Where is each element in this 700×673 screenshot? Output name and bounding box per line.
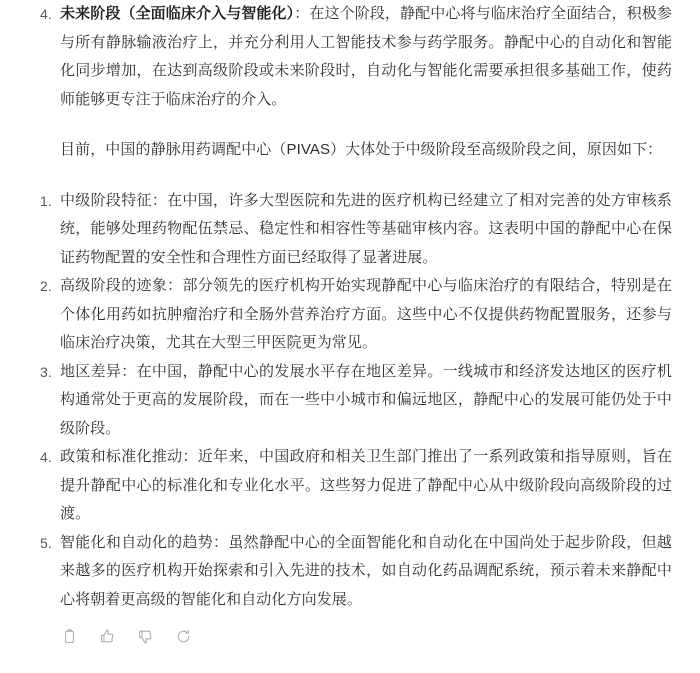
regenerate-icon bbox=[175, 628, 192, 645]
list-item-text bbox=[60, 0, 672, 114]
list-item-text: 地区差异：在中国，静配中心的发展水平存在地区差异。一线城市和经济发达地区的医疗机构通常处于更高的发展阶段，而在一些中小城市和偏远地区，静配中心的发展可能仍处于中级阶段。 bbox=[60, 362, 672, 437]
thumbs-down-button[interactable] bbox=[134, 625, 156, 647]
list-marker: 2. bbox=[40, 278, 52, 294]
reason-list bbox=[0, 187, 672, 615]
list-item bbox=[0, 358, 672, 444]
list-marker: 5. bbox=[40, 534, 52, 551]
list-item bbox=[0, 529, 672, 615]
thumbs-up-button[interactable] bbox=[96, 625, 118, 647]
list-item bbox=[0, 272, 672, 358]
thumbs-down-icon bbox=[137, 628, 154, 645]
summary-paragraph: 目前，中国的静脉用药调配中心（PIVAS）大体处于中级阶段至高级阶段之间，原因如下： bbox=[60, 141, 663, 158]
regenerate-button[interactable] bbox=[172, 625, 194, 647]
list-item-text: 中级阶段特征：在中国，许多大型医院和先进的医疗机构已经建立了相对完善的处方审核系统，能够处理药物配伍禁忌、稳定性和相容性等基础审核内容。这表明中国的静配中心在保证药物配置的安全性和合理性方面已经取得了显著进展。 bbox=[60, 191, 672, 266]
list-item-heading: 未来阶段（全面临床介入与智能化） bbox=[60, 5, 295, 22]
list-item bbox=[0, 0, 672, 114]
list-marker: 4. bbox=[40, 449, 52, 465]
thumbs-up-icon bbox=[99, 628, 116, 645]
copy-button[interactable] bbox=[58, 625, 80, 647]
list-marker: 4. bbox=[40, 6, 52, 22]
spacer bbox=[0, 165, 672, 187]
spacer bbox=[0, 114, 672, 136]
list-item bbox=[0, 187, 672, 273]
list-item bbox=[0, 443, 672, 529]
list-item-body: ：在这个阶段，静配中心将与临床治疗全面结合，积极参与所有静脉输液治疗上，并充分利用人工智能技术参与药学服务。静配中心的自动化和智能化同步增加，在达到高级阶段或未来阶段时，自动化与智能化需要承担很多基础工作，使药师能够更专注于临床治疗的介入。 bbox=[60, 5, 672, 108]
list-item-text: 高级阶段的迹象：部分领先的医疗机构开始实现静配中心与临床治疗的有限结合，特别是在个体化用药如抗肿瘤治疗和全肠外营养治疗方面。这些中心不仅提供药物配置服务，还参与临床治疗决策，尤其在大型三甲医院更为常见。 bbox=[60, 277, 672, 351]
stage-list bbox=[0, 0, 672, 114]
copy-icon bbox=[61, 628, 78, 645]
list-marker: 1. bbox=[40, 192, 52, 209]
list-item-text: 智能化和自动化的趋势：虽然静配中心的全面智能化和自动化在中国尚处于起步阶段，但越来越多的医疗机构开始探索和引入先进的技术，如自动化药品调配系统，预示着未来静配中心将朝着更高级的智能化和自动化方向发展。 bbox=[60, 533, 672, 608]
list-item-text: 政策和标准化推动：近年来，中国政府和相关卫生部门推出了一系列政策和指导原则，旨在提升静配中心的标准化和专业化水平。这些努力促进了静配中心从中级阶段向高级阶段的过渡。 bbox=[60, 448, 672, 522]
message-actions-toolbar bbox=[0, 625, 672, 647]
list-marker: 3. bbox=[40, 363, 52, 380]
